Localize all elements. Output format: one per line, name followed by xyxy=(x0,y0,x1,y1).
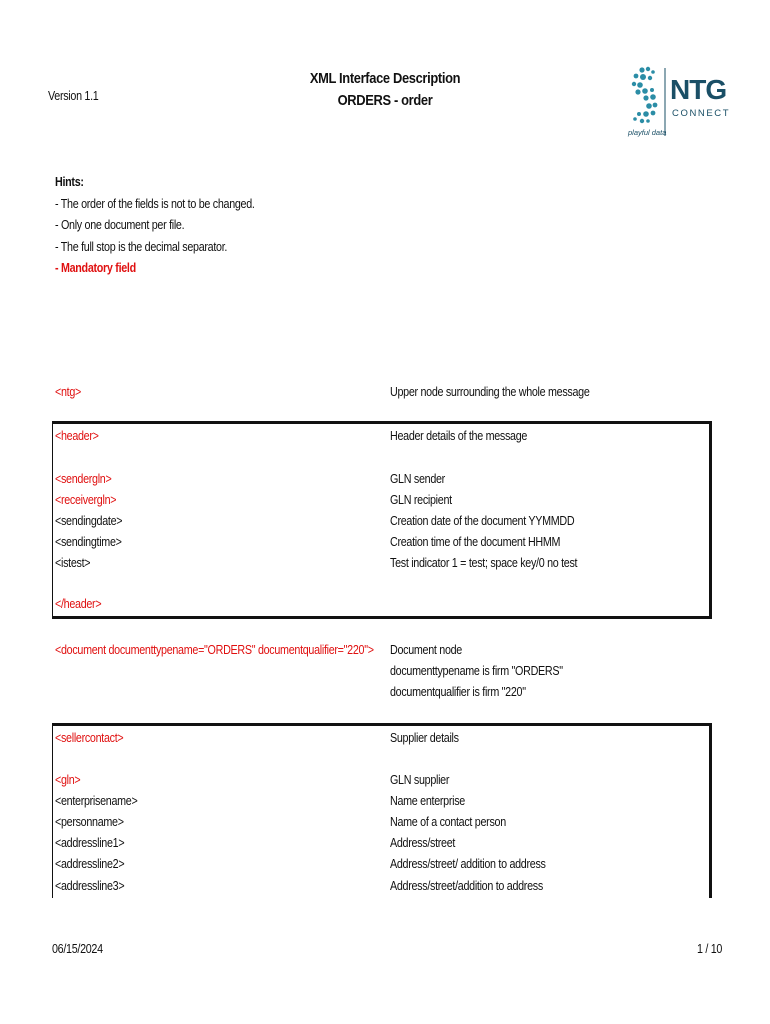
document-tag: <document documenttypename="ORDERS" documentqualifier="220"> xyxy=(55,643,374,657)
field-sendingtime-desc: Creation time of the document HHMM xyxy=(390,535,561,549)
hints-heading: Hints: xyxy=(55,175,84,189)
hint-line-3: - The full stop is the decimal separator. xyxy=(55,239,228,254)
ntg-tag: <ntg> xyxy=(55,385,82,399)
field-sendingtime-tag: <sendingtime> xyxy=(55,535,122,549)
title-line-2: ORDERS - order xyxy=(337,92,433,109)
field-enterprisename-tag: <enterprisename> xyxy=(55,794,138,808)
field-addressline3-tag: <addressline3> xyxy=(55,879,125,893)
field-addressline3-desc: Address/street/addition to address xyxy=(390,879,543,893)
field-addressline1-desc: Address/street xyxy=(390,836,456,850)
field-gln-tag: <gln> xyxy=(55,773,81,787)
seller-box-top-border xyxy=(52,723,712,726)
logo-tagline: playful data xyxy=(628,128,667,137)
field-enterprisename-desc: Name enterprise xyxy=(390,794,465,808)
hint-line-1: - The order of the fields is not to be changed. xyxy=(55,196,255,211)
document-desc-2: documenttypename is firm "ORDERS" xyxy=(390,664,563,678)
version-label: Version 1.1 xyxy=(48,89,99,103)
document-desc-3: documentqualifier is firm "220" xyxy=(390,685,526,699)
seller-box-left-border xyxy=(52,723,53,898)
field-receivergln-desc: GLN recipient xyxy=(390,493,452,507)
ntg-desc: Upper node surrounding the whole message xyxy=(390,385,590,399)
field-personname-desc: Name of a contact person xyxy=(390,815,506,829)
title-line-1: XML Interface Description xyxy=(309,70,461,87)
page-title xyxy=(290,68,480,112)
field-sendingdate-tag: <sendingdate> xyxy=(55,514,123,528)
field-sendingdate-desc: Creation date of the document YYMMDD xyxy=(390,514,575,528)
header-box-right-border xyxy=(709,421,712,619)
footer-page-number: 1 / 10 xyxy=(697,942,723,956)
seller-box-right-border xyxy=(709,723,712,898)
field-addressline1-tag: <addressline1> xyxy=(55,836,125,850)
logo-brand: NTG xyxy=(670,74,727,105)
field-personname-tag: <personname> xyxy=(55,815,124,829)
hint-mandatory: - Mandatory field xyxy=(55,261,136,275)
field-istest-desc: Test indicator 1 = test; space key/0 no test xyxy=(390,556,578,570)
logo-subtitle: CONNECT xyxy=(672,108,731,119)
header-open-desc: Header details of the message xyxy=(390,429,528,443)
field-gln-desc: GLN supplier xyxy=(390,773,450,787)
ntg-connect-logo xyxy=(626,64,731,140)
seller-open-desc: Supplier details xyxy=(390,731,459,745)
seller-open-tag: <sellercontact> xyxy=(55,731,124,745)
header-box-bottom-border xyxy=(52,616,712,619)
hint-line-2: - Only one document per file. xyxy=(55,218,185,232)
field-receivergln-tag: <receivergln> xyxy=(55,493,117,507)
field-istest-tag: <istest> xyxy=(55,556,91,570)
header-close-tag: </header> xyxy=(55,597,102,611)
header-open-tag: <header> xyxy=(55,429,99,443)
field-addressline2-desc: Address/street/ addition to address xyxy=(390,857,546,871)
footer-date: 06/15/2024 xyxy=(52,942,103,956)
field-addressline2-tag: <addressline2> xyxy=(55,857,125,871)
field-sendergln-desc: GLN sender xyxy=(390,472,445,486)
header-box-top-border xyxy=(52,421,712,424)
header-box-left-border xyxy=(52,421,53,619)
hints-block xyxy=(55,172,255,280)
field-sendergln-tag: <sendergln> xyxy=(55,472,112,486)
document-desc-1: Document node xyxy=(390,643,462,657)
